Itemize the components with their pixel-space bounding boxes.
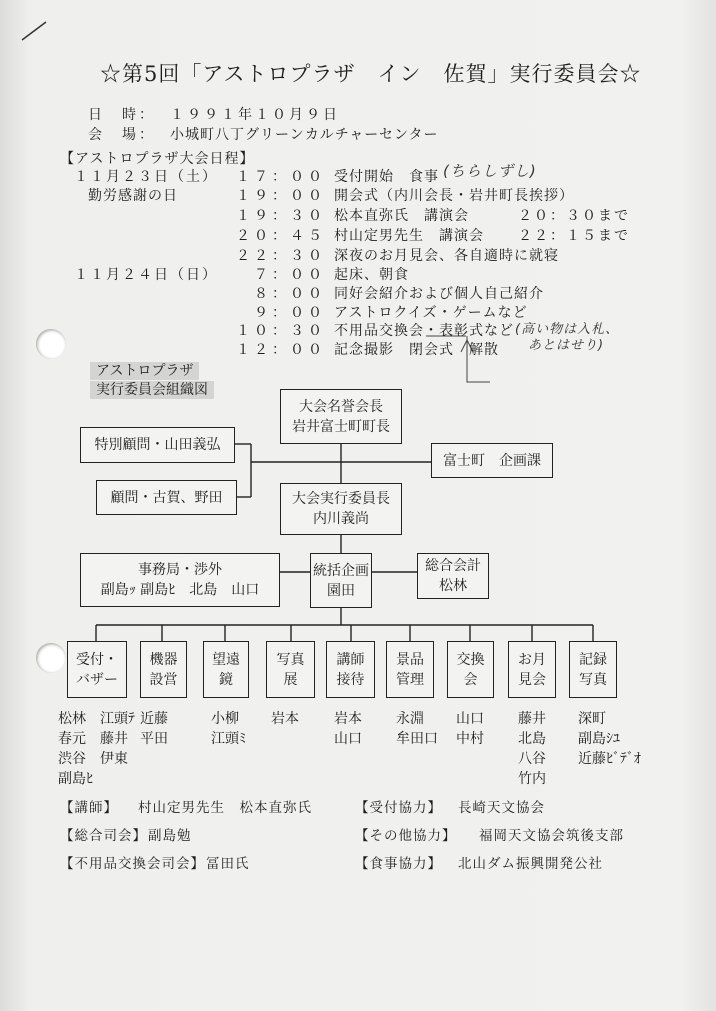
- department-members: 岩本 山口: [334, 711, 362, 747]
- day1-sublabel: 勤労感謝の日: [88, 188, 178, 204]
- special-advisor-box: 特別顧問・山田義弘: [80, 427, 235, 463]
- footer-value: 北山ダム振興開発公社: [458, 856, 603, 872]
- schedule-time: １９：３０: [236, 208, 326, 224]
- fujicho-box: 富士町 企画課: [431, 443, 553, 478]
- department-box: 記録 写真: [569, 641, 617, 698]
- schedule-time: ２０：４５: [236, 228, 326, 244]
- org-label-2: 実行委員会組織図: [90, 381, 214, 399]
- footer-value: 冨田氏: [206, 856, 250, 872]
- department-members: 深町 副島ｼﾕ 近藤ﾋﾞﾃﾞｵ: [578, 711, 641, 767]
- punch-hole-top: [36, 329, 66, 359]
- footer-value: 村山定男先生 松本直弥氏: [138, 800, 312, 816]
- punch-hole-bottom: [36, 643, 66, 673]
- venue-value: 小城町八丁グリーンカルチャーセンター: [170, 127, 439, 143]
- schedule-time: １０：３０: [236, 323, 326, 339]
- footer-value: 長崎天文協会: [458, 800, 545, 816]
- accounting-box: 総合会計 松林: [417, 553, 489, 599]
- department-members: 藤井 北島 八谷 竹内: [518, 711, 546, 787]
- schedule-time: １２：００: [236, 342, 326, 358]
- handwritten-note-auction-2: あとはせり): [528, 338, 605, 353]
- schedule-event: 村山定男先生 講演会: [334, 228, 484, 244]
- org-label-1: アストロプラザ: [90, 362, 199, 380]
- footer-label: 【総合司会】: [60, 828, 147, 844]
- schedule-event: 起床、朝食: [334, 267, 409, 283]
- footer-label: 【受付協力】: [355, 800, 442, 816]
- venue-label: 会 場：: [88, 127, 156, 143]
- schedule-time: ８：００: [254, 286, 326, 302]
- day1-label: １１月２３日（土）: [74, 169, 218, 185]
- department-members: 松林 江頭ﾃ 春元 藤井 渋谷 伊東 副島ﾋ: [58, 711, 135, 787]
- schedule-heading: 【アストロプラザ大会日程】: [60, 151, 255, 167]
- schedule-time: ９：００: [254, 305, 326, 321]
- schedule-event: 松本直弥氏 講演会: [334, 208, 469, 224]
- footer-label: 【講師】: [60, 800, 118, 816]
- schedule-event: アストロクイズ・ゲームなど: [334, 305, 528, 321]
- advisors-box: 顧問・古賀、野田: [96, 480, 237, 515]
- schedule-event: 深夜のお月見会、各自適時に就寝: [334, 248, 559, 264]
- department-box: 講師 接待: [326, 641, 375, 698]
- schedule-event: 受付開始 食事: [334, 169, 439, 185]
- pen-stroke-mark: [22, 22, 46, 40]
- schedule-event: 同好会紹介および個人自己紹介: [334, 286, 544, 302]
- department-box: 機器 設営: [140, 641, 187, 698]
- schedule-time: ２２：３０: [236, 248, 326, 264]
- department-members: 山口 中村: [456, 711, 484, 747]
- department-box: 写真 展: [266, 641, 315, 698]
- schedule-event: 開会式（内川会長・岩井町長挨拶）: [334, 188, 574, 204]
- date-value: １９９１年１０月９日: [170, 107, 340, 123]
- footer-label: 【食事協力】: [355, 856, 442, 872]
- department-box: 景品 管理: [386, 641, 434, 698]
- schedule-time: ７：００: [254, 267, 326, 283]
- schedule-event: 記念撮影 閉会式 解散: [334, 342, 499, 358]
- department-box: 受付・ バザー: [67, 641, 127, 698]
- planning-box: 統括企画 園田: [310, 553, 372, 608]
- department-members: 小柳 江頭ﾐ: [211, 711, 246, 747]
- footer-label: 【不用品交換会司会】: [60, 856, 205, 872]
- handwritten-note-sushi: (ちらしずし): [443, 162, 537, 180]
- footer-value: 副島勉: [148, 828, 192, 844]
- department-members: 岩本: [271, 711, 299, 727]
- department-box: お月 見会: [508, 641, 556, 698]
- schedule-time: １９：００: [236, 188, 326, 204]
- schedule-end: ２０：３０まで: [518, 208, 630, 224]
- department-box: 望遠 鏡: [203, 641, 249, 698]
- footer-label: 【その他協力】: [355, 828, 457, 844]
- department-members: 近藤 平田: [140, 711, 168, 747]
- schedule-end: ２２：１５まで: [518, 228, 630, 244]
- day2-label: １１月２４日（日）: [74, 267, 218, 283]
- footer-value: 福岡天文協会筑後支部: [479, 828, 624, 844]
- schedule-event: 不用品交換会・表彰式など: [334, 323, 514, 339]
- document-title: ☆第5回「アストロプラザ イン 佐賀」実行委員会☆: [100, 62, 642, 86]
- secretariat-box: 事務局・渉外 副島ｯ 副島ﾋ 北島 山口: [80, 553, 280, 607]
- department-box: 交換 会: [447, 641, 494, 698]
- department-members: 永淵 牟田口: [396, 711, 438, 747]
- handwritten-note-auction-1: (高い物は入札、: [515, 322, 620, 337]
- honorary-chair-box: 大会名誉会長 岩井富士町町長: [280, 389, 402, 444]
- schedule-time: １７：００: [236, 169, 326, 185]
- date-label: 日 時：: [88, 107, 156, 123]
- executive-chair-box: 大会実行委員長 内川義尚: [280, 483, 402, 535]
